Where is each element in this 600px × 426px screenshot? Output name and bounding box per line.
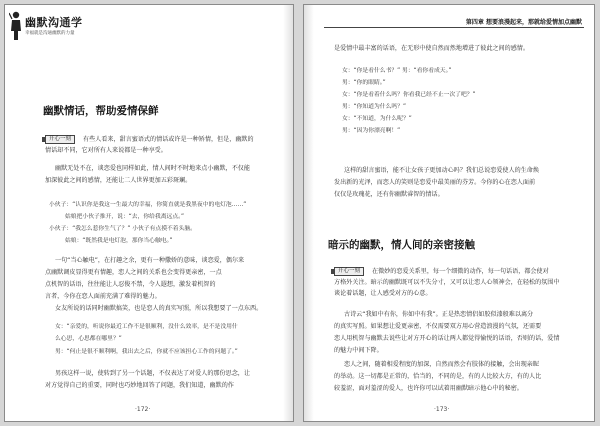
tag-label: 开心一刻 [45, 135, 75, 144]
paragraph-line: 幽默无处不在，谈恋爱也同样如此，情人间时不时地来点小幽默，不仅能 [55, 165, 250, 172]
dialogue-line: 小伙子：“认识你是我这一生最大的幸福，你简直就是我黑夜中的电灯泡……” [49, 202, 247, 208]
chapter-header: 第四章 想要浪漫起来，那就给爱情加点幽默 [465, 19, 582, 26]
paragraph-line: 言者，今你在恋人面前充满了难得的魅力。 [45, 293, 161, 300]
paragraph-line: 的举动。这一切都是正常的，恰当的，不同的是，有的人比较大方，有的人比 [334, 373, 542, 380]
header-divider [324, 27, 584, 28]
book-logo [9, 11, 89, 45]
intro-line: 情话却不同，它对所有人来说都是一种享受。 [45, 147, 167, 154]
logo-subtitle: 幸福就是沟通幽默的力量 [25, 31, 75, 36]
dialogue-line: 女：“你是看着什么吗？你看我已经不止一次了吧？” [342, 92, 476, 98]
tag-label: 开心一刻 [334, 267, 364, 276]
paragraph-line: 的魅力中间下降。 [334, 347, 383, 354]
left-page [4, 4, 294, 422]
dialogue-line: 女：“你是看什么书？” 男：“看你看成天。” [342, 68, 452, 74]
intro-line: 在微妙的恋爱关系里，每一个细微的动作，每一句话语，都会使对 [372, 268, 549, 275]
logo-title: 幽默沟通学 [25, 16, 83, 29]
dialogue-line: 女：“亲爱的，听说你最近工作不是很顺利，没什么效率，是不是没用什 [55, 324, 238, 330]
paragraph-line: 仅仅是玫瑰花，还有你幽默睿智的情话。 [334, 191, 444, 198]
intro-line: 有些人看来，甜言蜜语式的情话或许是一种矫情，但是，幽默的 [83, 136, 254, 143]
intro-line: 方格外关注。暗示的幽默既可以不失分寸，又可以让恋人心领神会，在轻松的氛围中 [334, 279, 560, 286]
paragraph-line: 加深彼此之间的感情，还能让二人世界更加五彩斑斓。 [45, 177, 192, 184]
dialogue-line: 男：“因为你漂亮啊！” [342, 128, 401, 134]
paragraph-line: 女友所说的话同时幽默搞笑，也是恋人的真实写照，所以我想要了一点东西。 [55, 305, 263, 312]
paragraph-line: 男孩这样一说，使转到了另一个话题，不仅表达了对爱人的那份思念，让 [55, 370, 250, 377]
dialogue-line: 男：“何止是很不顺利啊，我出去之后，你就不应该担心工作的问题了。” [55, 349, 238, 355]
dialogue-line: 姑娘把小伙子推开，说：“去，你给我离远点。” [65, 214, 185, 220]
paragraph-line: 对方觉得自己的重要，同时也巧妙地回答了问题，我们知道，幽默的作 [45, 382, 234, 389]
paragraph-line: 一句“当心触电”，在打趣之余，更有一种撒娇的意味，谈恋爱，偶尔来 [55, 257, 245, 264]
paragraph-line: 较羞涩，面对羞涩的爱人，也许你可以试着用幽默暗示他心中的秘密。 [334, 385, 523, 392]
paragraph-line: 古诗云“我如中有你，你如中有我”。正是热恋情侣如胶似漆般难以离分 [344, 311, 534, 318]
dialogue-line: 么心思，心思都在哪里？” [55, 336, 122, 342]
intro-line: 谈论着话题，让人感受对方的心意。 [334, 290, 432, 297]
paragraph-line: 是爱情中最丰富的话语，在无形中使自然而然地增进了彼此之间的感情。 [334, 45, 529, 52]
dialogue-line: 小伙子：“我怎么惹你生气了？” 小伙子有点摸不着头脑。 [49, 226, 196, 232]
dialogue-line: 姑娘：“既然我是电灯泡，那你当心触电。” [65, 238, 173, 244]
page-number: ·172· [135, 406, 151, 413]
paragraph-line: 的真实写照。如果想让爱更亲密，不仅需要双方用心营造浪漫的气氛，还需要 [334, 323, 542, 330]
paragraph-line: 发出新的光泽，而恋人的笑则是恋爱中最美丽的芬芳。今你的心在恋人面前 [334, 179, 536, 186]
right-page [303, 4, 595, 422]
dialogue-line: 女：“不知道，为什么呢？” [342, 116, 412, 122]
paragraph-line: 这样的甜言蜜语，能不让女孩子更加动心吗？我们总说恋爱使人的生命焕 [344, 167, 539, 174]
dialogue-line: 男：“你的眼睛。” [342, 80, 386, 86]
dialogue-line: 男：“你知道为什么吗？” [342, 104, 406, 110]
section-title: 暗示的幽默，情人间的亲密接触 [328, 239, 475, 251]
page-number: ·173· [434, 406, 450, 413]
figure-silhouette-icon [9, 11, 23, 41]
paragraph-line: 点幽默调皮显得更有情趣，恋人之间的关系也会变得更亲密，一点 [45, 269, 222, 276]
paragraph-line: 点机智的话语，往往能让人忍俊不禁，令人遐想，激发着机智的 [45, 281, 216, 288]
section-title: 幽默情话，帮助爱情保鲜 [43, 105, 159, 117]
paragraph-line: 恋人用机智与幽默去说些让对方开心的话让两人都觉得愉悦的话语，否则的话，爱情 [334, 335, 560, 342]
paragraph-line: 恋人之间，随着相爱程度的加深，自然而然会有肢体的接触，会出现亲昵 [344, 361, 539, 368]
